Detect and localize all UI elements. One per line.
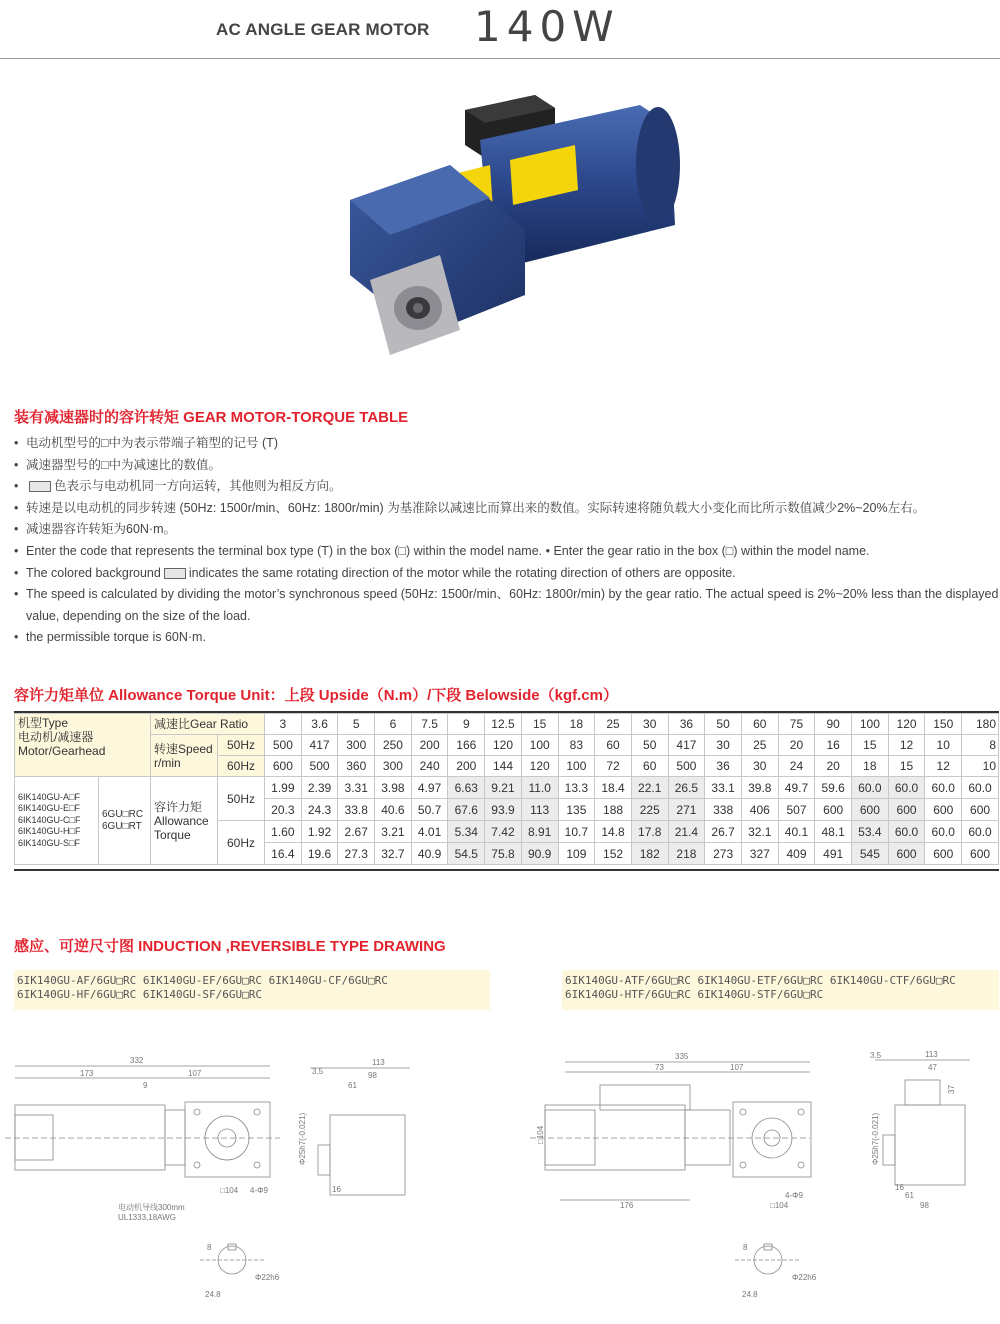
svg-text:Φ25h7(-0.021): Φ25h7(-0.021) bbox=[871, 1112, 880, 1165]
speed-cell: 417 bbox=[668, 735, 705, 756]
torque-cell: 600 bbox=[888, 799, 925, 821]
torque-cell: 109 bbox=[558, 843, 595, 865]
svg-text:37: 37 bbox=[947, 1085, 956, 1094]
torque-cell: 40.1 bbox=[778, 821, 815, 843]
ratio-cell: 120 bbox=[888, 714, 925, 735]
svg-text:73: 73 bbox=[655, 1063, 664, 1072]
torque-cell: 273 bbox=[705, 843, 742, 865]
torque-cell: 218 bbox=[668, 843, 705, 865]
svg-text:335: 335 bbox=[675, 1052, 689, 1061]
allowance-section-title: 容许力矩单位 Allowance Torque Unit：上段 Upside（N.m）/下段 Belowside（kgf.cm） bbox=[14, 687, 618, 704]
hz-label: 50Hz bbox=[218, 777, 265, 821]
speed-cell: 60 bbox=[595, 735, 632, 756]
speed-cell: 417 bbox=[301, 735, 338, 756]
hz-label: 60Hz bbox=[218, 756, 265, 777]
svg-text:173: 173 bbox=[80, 1069, 94, 1078]
speed-cell: 12 bbox=[888, 735, 925, 756]
torque-cell: 60.0 bbox=[962, 777, 999, 799]
table-row bbox=[15, 777, 999, 799]
svg-text:8: 8 bbox=[743, 1243, 748, 1252]
torque-cell: 4.01 bbox=[411, 821, 448, 843]
torque-cell: 4.97 bbox=[411, 777, 448, 799]
svg-text:107: 107 bbox=[188, 1069, 202, 1078]
torque-cell: 19.6 bbox=[301, 843, 338, 865]
svg-text:Φ25h7(-0.021): Φ25h7(-0.021) bbox=[298, 1112, 307, 1165]
torque-cell: 32.7 bbox=[375, 843, 412, 865]
gear-ratio-label: 减速比Gear Ratio bbox=[151, 714, 265, 735]
speed-cell: 25 bbox=[741, 735, 778, 756]
speed-cell: 300 bbox=[375, 756, 412, 777]
ratio-cell: 18 bbox=[558, 714, 595, 735]
ratio-cell: 50 bbox=[705, 714, 742, 735]
color-swatch bbox=[29, 481, 51, 492]
svg-text:□104: □104 bbox=[536, 1125, 545, 1144]
note-item: • the permissible torque is 60N·m. bbox=[14, 627, 999, 649]
speed-cell: 500 bbox=[668, 756, 705, 777]
torque-cell: 600 bbox=[888, 843, 925, 865]
right-dimension-drawing bbox=[500, 1050, 1000, 1324]
svg-text:电动机导线300mm: 电动机导线300mm bbox=[118, 1203, 185, 1212]
svg-text:Φ22h6: Φ22h6 bbox=[792, 1273, 817, 1282]
torque-cell: 90.9 bbox=[521, 843, 558, 865]
note-item: • The speed is calculated by dividing the motor’s synchronous speed (50Hz: 1500r/min、60Hz: 1800r/min) by the gear ratio. The actual speed is 2%~20% less than the displayed value, depending on the size of the load. bbox=[14, 584, 999, 627]
torque-cell: 8.91 bbox=[521, 821, 558, 843]
torque-cell: 33.1 bbox=[705, 777, 742, 799]
speed-cell: 300 bbox=[338, 735, 375, 756]
torque-cell: 2.39 bbox=[301, 777, 338, 799]
torque-cell: 50.7 bbox=[411, 799, 448, 821]
hz-label: 60Hz bbox=[218, 821, 265, 865]
svg-text:113: 113 bbox=[925, 1050, 938, 1059]
torque-section-title: 装有减速器时的容许转矩 GEAR MOTOR-TORQUE TABLE bbox=[14, 409, 409, 426]
torque-cell: 135 bbox=[558, 799, 595, 821]
note-item: • 电动机型号的□中为表示带端子箱型的记号 (T) bbox=[14, 433, 999, 455]
torque-cell: 60.0 bbox=[852, 777, 889, 799]
torque-cell: 600 bbox=[925, 799, 962, 821]
speed-cell: 15 bbox=[852, 735, 889, 756]
torque-cell: 11.0 bbox=[521, 777, 558, 799]
type-header-cell: 机型Type 电动机/减速器 Motor/Gearhead bbox=[15, 714, 151, 777]
header-subtitle: AC ANGLE GEAR MOTOR bbox=[216, 20, 430, 39]
torque-cell: 271 bbox=[668, 799, 705, 821]
speed-cell: 20 bbox=[815, 756, 852, 777]
gear-models-cell: 6GU□RC 6GU□RT bbox=[99, 777, 151, 865]
torque-cell: 60.0 bbox=[888, 777, 925, 799]
ratio-cell: 6 bbox=[375, 714, 412, 735]
ratio-cell: 12.5 bbox=[485, 714, 522, 735]
speed-cell: 120 bbox=[521, 756, 558, 777]
svg-text:3.5: 3.5 bbox=[312, 1067, 324, 1076]
speed-cell: 16 bbox=[815, 735, 852, 756]
svg-text:□104: □104 bbox=[220, 1186, 239, 1195]
speed-cell: 144 bbox=[485, 756, 522, 777]
speed-cell: 60 bbox=[631, 756, 668, 777]
ratio-cell: 9 bbox=[448, 714, 485, 735]
torque-cell: 327 bbox=[741, 843, 778, 865]
ratio-cell: 3 bbox=[265, 714, 302, 735]
speed-cell: 600 bbox=[265, 756, 302, 777]
torque-cell: 20.3 bbox=[265, 799, 302, 821]
speed-cell: 12 bbox=[925, 756, 962, 777]
speed-cell: 240 bbox=[411, 756, 448, 777]
torque-cell: 60.0 bbox=[925, 821, 962, 843]
torque-cell: 491 bbox=[815, 843, 852, 865]
torque-cell: 409 bbox=[778, 843, 815, 865]
speed-cell: 50 bbox=[631, 735, 668, 756]
torque-cell: 26.7 bbox=[705, 821, 742, 843]
color-swatch bbox=[164, 568, 186, 579]
table-row bbox=[15, 735, 999, 756]
speed-cell: 83 bbox=[558, 735, 595, 756]
table-bottom-rule bbox=[14, 869, 999, 871]
torque-cell: 49.7 bbox=[778, 777, 815, 799]
torque-cell: 67.6 bbox=[448, 799, 485, 821]
torque-cell: 1.60 bbox=[265, 821, 302, 843]
torque-cell: 27.3 bbox=[338, 843, 375, 865]
speed-cell: 200 bbox=[411, 735, 448, 756]
torque-cell: 152 bbox=[595, 843, 632, 865]
torque-cell: 2.67 bbox=[338, 821, 375, 843]
header-divider bbox=[0, 58, 1000, 59]
torque-cell: 10.7 bbox=[558, 821, 595, 843]
speed-cell: 8 bbox=[962, 735, 999, 756]
note-item: • 减速器容许转矩为60N·m。 bbox=[14, 519, 999, 541]
speed-cell: 30 bbox=[741, 756, 778, 777]
right-model-list: 6IK140GU-ATF/6GU□RC 6IK140GU-ETF/6GU□RC 6IK140GU-CTF/6GU□RC 6IK140GU-HTF/6GU□RC 6IK140GU-STF/6GU□RC bbox=[562, 970, 999, 1010]
speed-cell: 500 bbox=[265, 735, 302, 756]
torque-cell: 18.4 bbox=[595, 777, 632, 799]
torque-cell: 48.1 bbox=[815, 821, 852, 843]
torque-cell: 188 bbox=[595, 799, 632, 821]
speed-cell: 360 bbox=[338, 756, 375, 777]
torque-cell: 1.99 bbox=[265, 777, 302, 799]
allowance-torque-label: 容许力矩 Allowance Torque bbox=[151, 777, 218, 865]
svg-text:8: 8 bbox=[207, 1243, 212, 1252]
speed-cell: 30 bbox=[705, 735, 742, 756]
page-header bbox=[0, 0, 1000, 60]
torque-cell: 113 bbox=[521, 799, 558, 821]
torque-cell: 3.31 bbox=[338, 777, 375, 799]
svg-text:332: 332 bbox=[130, 1056, 144, 1065]
speed-cell: 24 bbox=[778, 756, 815, 777]
speed-cell: 100 bbox=[521, 735, 558, 756]
svg-text:107: 107 bbox=[730, 1063, 744, 1072]
torque-cell: 40.9 bbox=[411, 843, 448, 865]
speed-cell: 20 bbox=[778, 735, 815, 756]
ratio-cell: 15 bbox=[521, 714, 558, 735]
speed-cell: 10 bbox=[925, 735, 962, 756]
speed-cell: 100 bbox=[558, 756, 595, 777]
svg-text:98: 98 bbox=[920, 1201, 929, 1210]
header-title: 140W bbox=[474, 2, 620, 51]
torque-cell: 21.4 bbox=[668, 821, 705, 843]
speed-cell: 166 bbox=[448, 735, 485, 756]
torque-cell: 93.9 bbox=[485, 799, 522, 821]
svg-text:61: 61 bbox=[348, 1081, 357, 1090]
torque-cell: 5.34 bbox=[448, 821, 485, 843]
torque-cell: 53.4 bbox=[852, 821, 889, 843]
ratio-cell: 7.5 bbox=[411, 714, 448, 735]
ratio-cell: 25 bbox=[595, 714, 632, 735]
note-item: • Enter the code that represents the terminal box type (T) in the box (□) within the model name. • Enter the gear ratio in the box (□) within the model name. bbox=[14, 541, 999, 563]
ratio-cell: 60 bbox=[741, 714, 778, 735]
svg-text:61: 61 bbox=[905, 1191, 914, 1200]
svg-text:16: 16 bbox=[332, 1185, 341, 1194]
svg-text:Φ22h6: Φ22h6 bbox=[255, 1273, 280, 1282]
torque-cell: 39.8 bbox=[741, 777, 778, 799]
torque-cell: 17.8 bbox=[631, 821, 668, 843]
ratio-cell: 36 bbox=[668, 714, 705, 735]
torque-cell: 545 bbox=[852, 843, 889, 865]
speed-cell: 500 bbox=[301, 756, 338, 777]
ratio-cell: 150 bbox=[925, 714, 962, 735]
note-item: • The colored background indicates the same rotating direction of the motor while the rotating direction of others are opposite. bbox=[14, 563, 999, 585]
speed-cell: 250 bbox=[375, 735, 412, 756]
drawing-section-title: 感应、可逆尺寸图 INDUCTION ,REVERSIBLE TYPE DRAWING bbox=[14, 938, 446, 955]
ratio-cell: 180 bbox=[962, 714, 999, 735]
torque-cell: 225 bbox=[631, 799, 668, 821]
motor-models-cell: 6IK140GU-A□F 6IK140GU-E□F 6IK140GU-C□F 6IK140GU-H□F 6IK140GU-S□F bbox=[15, 777, 99, 865]
svg-text:47: 47 bbox=[928, 1063, 937, 1072]
torque-cell: 22.1 bbox=[631, 777, 668, 799]
torque-cell: 32.1 bbox=[741, 821, 778, 843]
svg-text:9: 9 bbox=[143, 1081, 148, 1090]
hz-label: 50Hz bbox=[218, 735, 265, 756]
ratio-cell: 5 bbox=[338, 714, 375, 735]
svg-text:24.8: 24.8 bbox=[205, 1290, 221, 1299]
torque-cell: 75.8 bbox=[485, 843, 522, 865]
left-dimension-drawing bbox=[0, 1050, 500, 1324]
torque-cell: 40.6 bbox=[375, 799, 412, 821]
speed-cell: 10 bbox=[962, 756, 999, 777]
speed-cell: 15 bbox=[888, 756, 925, 777]
torque-cell: 13.3 bbox=[558, 777, 595, 799]
speed-cell: 36 bbox=[705, 756, 742, 777]
speed-cell: 72 bbox=[595, 756, 632, 777]
svg-text:16: 16 bbox=[895, 1183, 904, 1192]
torque-cell: 60.0 bbox=[962, 821, 999, 843]
torque-cell: 600 bbox=[815, 799, 852, 821]
torque-cell: 24.3 bbox=[301, 799, 338, 821]
note-item: • 减速器型号的□中为减速比的数值。 bbox=[14, 455, 999, 477]
gear-motor-photo bbox=[330, 80, 690, 370]
svg-text:UL1333,18AWG: UL1333,18AWG bbox=[118, 1213, 176, 1222]
torque-cell: 600 bbox=[962, 843, 999, 865]
ratio-cell: 100 bbox=[852, 714, 889, 735]
speed-label-cell: 转速Speed r/min bbox=[151, 735, 218, 777]
note-item: • 转速是以电动机的同步转速 (50Hz: 1500r/min、60Hz: 1800r/min) 为基准除以减速比而算出来的数值。实际转速将随负载大小变化而比所示数值减少2%~20%左右。 bbox=[14, 498, 999, 520]
allowance-torque-table bbox=[14, 713, 999, 865]
torque-cell: 1.92 bbox=[301, 821, 338, 843]
torque-cell: 182 bbox=[631, 843, 668, 865]
svg-text:4-Φ9: 4-Φ9 bbox=[250, 1186, 268, 1195]
svg-text:□104: □104 bbox=[770, 1201, 789, 1210]
speed-cell: 18 bbox=[852, 756, 889, 777]
ratio-cell: 90 bbox=[815, 714, 852, 735]
svg-text:113: 113 bbox=[372, 1058, 385, 1067]
torque-cell: 6.63 bbox=[448, 777, 485, 799]
torque-cell: 3.21 bbox=[375, 821, 412, 843]
left-model-list: 6IK140GU-AF/6GU□RC 6IK140GU-EF/6GU□RC 6IK140GU-CF/6GU□RC 6IK140GU-HF/6GU□RC 6IK140GU-SF/6GU□RC bbox=[14, 970, 490, 1010]
torque-cell: 59.6 bbox=[815, 777, 852, 799]
torque-cell: 33.8 bbox=[338, 799, 375, 821]
svg-text:98: 98 bbox=[368, 1071, 377, 1080]
torque-cell: 338 bbox=[705, 799, 742, 821]
torque-cell: 7.42 bbox=[485, 821, 522, 843]
torque-cell: 60.0 bbox=[925, 777, 962, 799]
torque-cell: 54.5 bbox=[448, 843, 485, 865]
svg-text:24.8: 24.8 bbox=[742, 1290, 758, 1299]
torque-cell: 507 bbox=[778, 799, 815, 821]
ratio-cell: 75 bbox=[778, 714, 815, 735]
ratio-cell: 3.6 bbox=[301, 714, 338, 735]
ratio-cell: 30 bbox=[631, 714, 668, 735]
torque-cell: 3.98 bbox=[375, 777, 412, 799]
note-item: • 色表示与电动机同一方向运转，其他则为相反方向。 bbox=[14, 476, 999, 498]
torque-cell: 600 bbox=[925, 843, 962, 865]
torque-cell: 60.0 bbox=[888, 821, 925, 843]
torque-cell: 14.8 bbox=[595, 821, 632, 843]
torque-cell: 9.21 bbox=[485, 777, 522, 799]
torque-cell: 406 bbox=[741, 799, 778, 821]
svg-text:176: 176 bbox=[620, 1201, 634, 1210]
torque-cell: 16.4 bbox=[265, 843, 302, 865]
torque-cell: 600 bbox=[962, 799, 999, 821]
speed-cell: 120 bbox=[485, 735, 522, 756]
speed-cell: 200 bbox=[448, 756, 485, 777]
torque-cell: 26.5 bbox=[668, 777, 705, 799]
notes-list bbox=[14, 433, 999, 649]
svg-text:4-Φ9: 4-Φ9 bbox=[785, 1191, 803, 1200]
svg-text:3.5: 3.5 bbox=[870, 1051, 882, 1060]
table-row bbox=[15, 714, 999, 735]
torque-cell: 600 bbox=[852, 799, 889, 821]
